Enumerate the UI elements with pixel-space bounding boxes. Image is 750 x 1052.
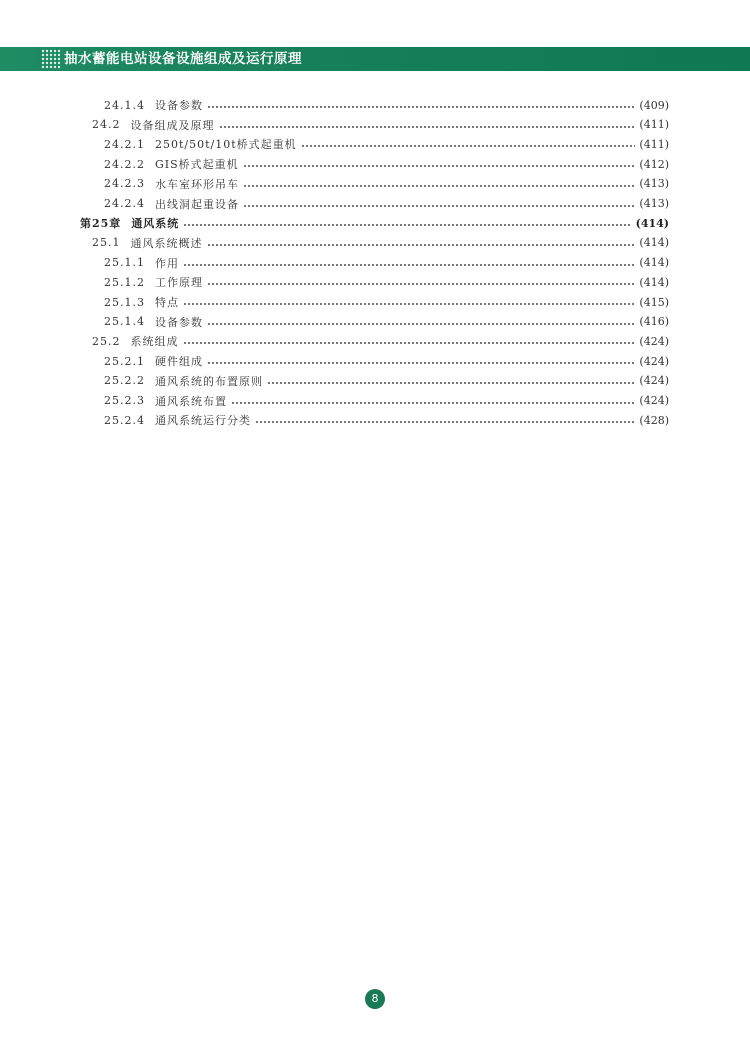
toc-entry-number: 25.1.2 [104, 275, 145, 289]
page-number-badge: 8 [365, 989, 385, 1009]
toc-entry-page: (414) [639, 275, 669, 289]
toc-entry-title: 设备参数 [155, 315, 203, 329]
toc-entry-title: 通风系统概述 [130, 236, 203, 250]
toc-entry-page: (413) [639, 177, 669, 191]
dot-leader [207, 362, 635, 364]
dot-leader [183, 342, 636, 344]
toc-entry-page: (409) [639, 98, 669, 112]
toc-entry-page: (411) [639, 137, 669, 151]
toc-entry-number: 25.2.4 [104, 413, 145, 427]
toc-entry[interactable] [104, 352, 669, 370]
dot-grid-icon [40, 47, 62, 71]
toc-entry-page: (415) [639, 295, 669, 309]
toc-entry-page: (424) [639, 394, 669, 407]
dot-leader [207, 244, 636, 246]
toc-entry[interactable] [92, 332, 669, 350]
toc-entry-page: (424) [639, 374, 669, 388]
toc-entry-title: 250t/50t/10t桥式起重机 [155, 138, 297, 152]
toc-entry-number: 24.2 [92, 118, 121, 132]
dot-leader [183, 224, 631, 226]
dot-leader [267, 382, 635, 384]
toc-entry[interactable] [104, 392, 669, 410]
toc-entry-number: 24.2.4 [104, 197, 145, 210]
toc-entry-number: 24.1.4 [104, 98, 145, 112]
toc-entry-title: GIS桥式起重机 [155, 158, 239, 172]
toc-entry-page: (413) [639, 197, 669, 210]
dot-leader [207, 323, 635, 325]
toc-entry-title: 出线洞起重设备 [155, 197, 239, 211]
toc-entry-title: 工作原理 [155, 276, 203, 290]
dot-leader [183, 264, 635, 266]
toc-entry-title: 设备参数 [155, 99, 203, 112]
toc-entry[interactable] [104, 313, 669, 331]
toc-entry-number: 25.2.2 [104, 374, 145, 388]
running-header-title: 抽水蓄能电站设备设施组成及运行原理 [64, 51, 302, 67]
dot-leader [183, 303, 635, 305]
toc-entry-title: 通风系统布置 [155, 394, 227, 408]
toc-entry[interactable] [92, 116, 669, 134]
toc-entry-title: 通风系统 [131, 217, 180, 231]
toc-entry-number: 第25章 [80, 217, 122, 231]
toc-entry-number: 25.1.3 [104, 295, 145, 309]
toc-entry-title: 特点 [155, 296, 179, 309]
dot-leader [255, 421, 635, 423]
toc-entry-page: (424) [639, 334, 669, 348]
toc-entry-number: 25.2 [92, 334, 121, 348]
toc-entry[interactable] [104, 273, 669, 291]
dot-leader [243, 205, 635, 207]
toc-entry[interactable] [104, 155, 669, 173]
toc-entry-page: (411) [639, 118, 669, 132]
toc-entry[interactable] [104, 293, 669, 311]
toc-entry[interactable] [104, 175, 669, 193]
toc-entry-number: 25.1 [92, 236, 121, 250]
toc-entry-page: (424) [639, 354, 669, 368]
toc-entry-page: (428) [639, 413, 669, 427]
toc-entry-title: 设备组成及原理 [130, 118, 215, 132]
toc-entry-title: 通风系统运行分类 [155, 414, 251, 428]
dot-leader [243, 165, 636, 167]
toc-entry[interactable] [80, 214, 669, 232]
toc-entry[interactable] [104, 195, 669, 213]
toc-entry-title: 硬件组成 [155, 355, 203, 369]
dot-leader [301, 145, 636, 147]
toc-entry[interactable] [92, 234, 669, 252]
dot-leader [219, 126, 636, 128]
toc-entry-page: (414) [639, 236, 669, 250]
toc-entry-number: 24.2.2 [104, 157, 145, 171]
toc-entry-number: 24.2.3 [104, 177, 145, 191]
dot-leader [231, 402, 635, 404]
toc-entry-number: 24.2.1 [104, 137, 145, 151]
toc-entry-page: (416) [639, 315, 669, 329]
toc-entry-title: 通风系统的布置原则 [155, 374, 263, 388]
dot-leader [207, 283, 635, 285]
toc-entry-page: (414) [639, 256, 669, 270]
toc-entry-page: (414) [635, 216, 669, 230]
toc-entry[interactable] [104, 96, 669, 114]
toc-entry-number: 25.1.1 [104, 256, 145, 270]
dot-leader [243, 185, 635, 187]
toc-entry-number: 25.1.4 [104, 315, 145, 329]
toc-entry[interactable] [104, 372, 669, 390]
toc-entry[interactable] [104, 411, 669, 429]
header-band [0, 47, 750, 71]
toc-entry-number: 25.2.1 [104, 354, 145, 368]
toc-entry-title: 水车室环形吊车 [155, 177, 239, 191]
toc-entry-title: 作用 [155, 256, 179, 270]
toc-entry-page: (412) [639, 157, 669, 171]
dot-leader [207, 106, 635, 108]
toc-entry[interactable] [104, 135, 669, 153]
toc-entry-number: 25.2.3 [104, 394, 145, 407]
toc-entry-title: 系统组成 [130, 335, 179, 349]
toc-entry[interactable] [104, 254, 669, 272]
